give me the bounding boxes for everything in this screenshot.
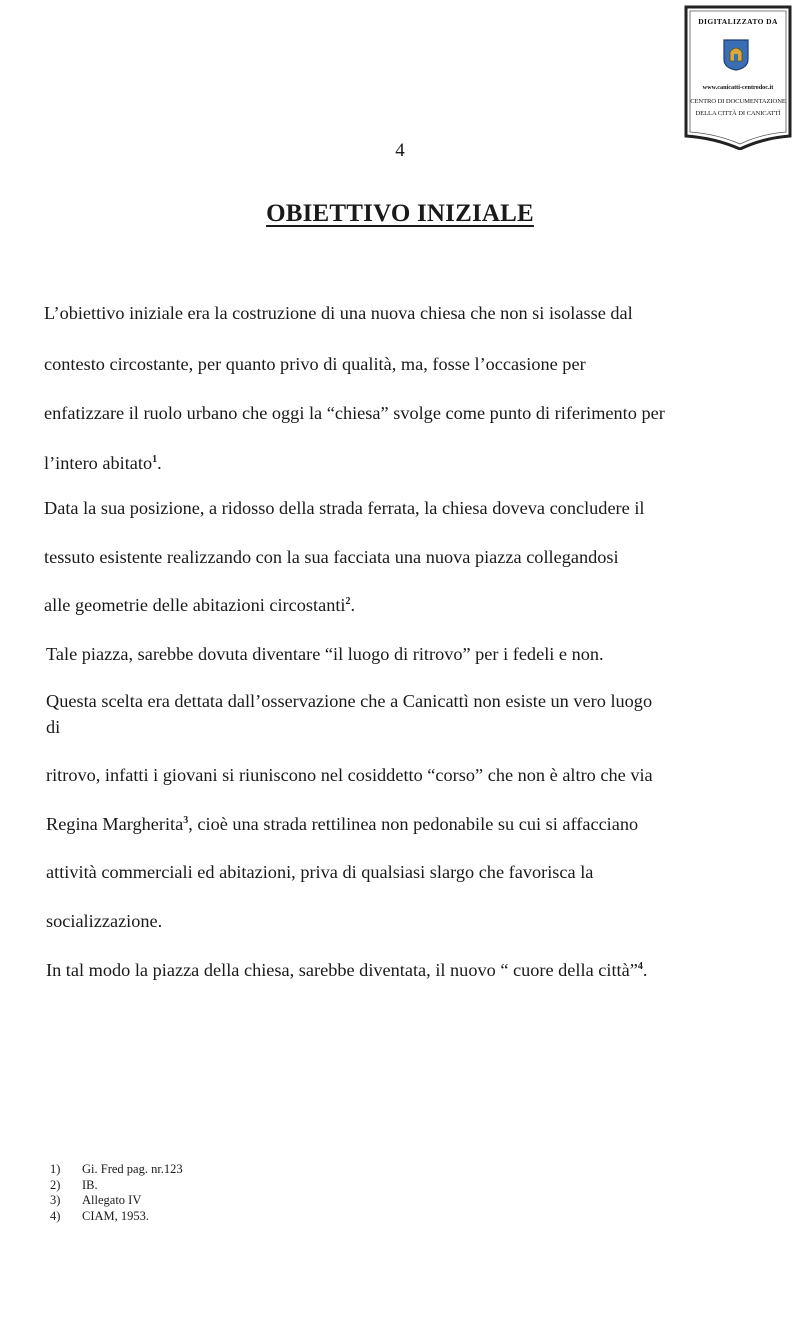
footnote-item: 1) Gi. Fred pag. nr.123 <box>50 1162 183 1176</box>
town-crest-icon <box>723 39 749 71</box>
stamp-org-line1: CENTRO DI DOCUMENTAZIONE <box>690 98 786 105</box>
body-line: In tal modo la piazza della chiesa, sarebbe diventata, il nuovo “ cuore della città”$^4$. <box>46 960 648 980</box>
stamp-url: www.canicatti-centrodoc.it <box>702 84 774 91</box>
stamp-header: DIGITALIZZATO DA <box>698 17 778 26</box>
footnote-item: 3) Allegato IV <box>50 1193 142 1207</box>
body-line: Tale piazza, sarebbe dovuta diventare “il luogo di ritrovo” per i fedeli e non. <box>46 644 604 664</box>
body-line: alle geometrie delle abitazioni circostanti$^2$. <box>44 595 356 615</box>
stamp-org-line2: DELLA CITTÀ DI CANICATTÌ <box>695 110 781 117</box>
body-line: di <box>46 717 61 737</box>
footnote-ref: 3 <box>183 814 189 826</box>
body-line: contesto circostante, per quanto privo di qualità, ma, fosse l’occasione per <box>44 354 586 374</box>
body-line: attività commerciali ed abitazioni, priva di qualsiasi slargo che favorisca la <box>46 862 594 882</box>
body-line: Questa scelta era dettata dall’osservazione che a Canicattì non esiste un vero luogo <box>46 691 653 711</box>
body-line: l’intero abitato$^1$. <box>44 453 162 473</box>
body-line: Data la sua posizione, a ridosso della strada ferrata, la chiesa doveva concludere il <box>44 498 645 518</box>
footnote-item: 2) IB. <box>50 1177 98 1192</box>
footnotes <box>50 1162 183 1224</box>
footnote-ref: 2 <box>345 595 351 607</box>
digitization-stamp <box>683 4 793 150</box>
footnote-ref: 4 <box>637 960 643 972</box>
body-line: enfatizzare il ruolo urbano che oggi la “chiesa” svolge come punto di riferimento per <box>44 403 665 423</box>
body-line: L’obiettivo iniziale era la costruzione di una nuova chiesa che non si isolasse dal <box>44 303 633 323</box>
page-number: 4 <box>395 140 405 161</box>
footnote-item: 4) CIAM, 1953. <box>50 1208 150 1223</box>
body-line: socializzazione. <box>46 911 163 931</box>
body-line: ritrovo, infatti i giovani si riuniscono nel cosiddetto “corso” che non è altro che via <box>46 765 653 785</box>
body-line: Regina Margherita$^3$, cioè una strada rettilinea non pedonabile su cui si affacciano <box>46 814 639 834</box>
footnote-ref: 1 <box>152 453 158 465</box>
body-line: tessuto esistente realizzando con la sua facciata una nuova piazza collegandosi <box>44 547 619 567</box>
page-title: OBIETTIVO INIZIALE <box>266 200 534 227</box>
